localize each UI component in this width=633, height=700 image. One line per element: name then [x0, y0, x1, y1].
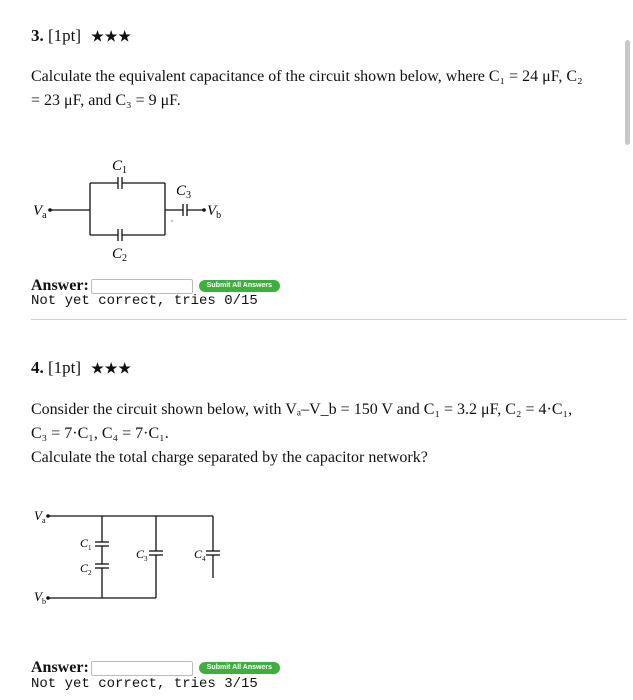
problem-4-statement-line3: Calculate the total charge separated by the capacitor network?	[31, 449, 428, 466]
label-c2: $C_2$	[80, 561, 92, 577]
scrollbar[interactable]	[625, 40, 630, 145]
problem-4-circuit-diagram	[0, 500, 240, 610]
problem-4-statement-line2: C₃ = 7·C₁, C₄ = 7·C₁.	[31, 425, 169, 442]
terminal-b-dot	[202, 208, 206, 212]
problem-3-statement-line1: Calculate the equivalent capacitance of the circuit shown below, where C₁ = 24 μF, C₂	[31, 68, 583, 85]
problem-4-statement	[31, 398, 623, 470]
problem-3-answer-input[interactable]	[91, 279, 193, 294]
terminal-a-dot	[46, 514, 50, 518]
label-va: $V_a$	[34, 508, 46, 525]
problem-4-number: 4.	[31, 358, 44, 377]
problem-4-answer-input[interactable]	[91, 661, 193, 676]
problem-3-number: 3.	[31, 26, 44, 45]
problem-3-points: [1pt]	[48, 26, 82, 45]
label-c4: $C_4$	[194, 547, 206, 563]
problem-3-submit-button[interactable]: Submit All Answers	[199, 280, 280, 292]
label-c3: $C_3$	[136, 547, 148, 563]
problem-4-header	[31, 358, 132, 378]
problem-3-circuit-diagram	[0, 150, 260, 265]
problem-4-submit-button[interactable]: Submit All Answers	[199, 662, 280, 674]
label-vb: $V_b$	[207, 203, 222, 221]
problem-3-statement-line2: = 23 μF, and C₃ = 9 μF.	[31, 92, 181, 109]
problem-4-answer-label: Answer:	[31, 659, 89, 676]
terminal-a-dot	[48, 208, 52, 212]
label-c3: $C_3$	[176, 183, 192, 201]
label-c1: $C_1$	[112, 158, 128, 176]
terminal-b-dot	[46, 596, 50, 600]
label-c1: $C_1$	[80, 536, 92, 552]
problem-4-answer-row	[31, 659, 280, 677]
label-vb: $V_b$	[34, 589, 46, 606]
label-va: $V_a$	[33, 203, 47, 221]
problem-3-header	[31, 26, 132, 46]
problem-4-statement-line1: Consider the circuit shown below, with Vₐ–V_b = 150 V and C₁ = 3.2 μF, C₂ = 4·C₁,	[31, 401, 573, 418]
problem-3-difficulty-stars: ★★★	[91, 30, 132, 45]
problem-3-answer-label: Answer:	[31, 277, 89, 294]
problem-divider	[31, 319, 627, 320]
problem-3-status: Not yet correct, tries 0/15	[31, 293, 258, 309]
problem-4-difficulty-stars: ★★★	[91, 362, 132, 377]
label-c2: $C_2$	[112, 246, 128, 264]
stray-dot	[171, 220, 174, 223]
problem-3-statement	[31, 65, 623, 113]
problem-4-status: Not yet correct, tries 3/15	[31, 676, 258, 692]
problem-4-points: [1pt]	[48, 358, 82, 377]
